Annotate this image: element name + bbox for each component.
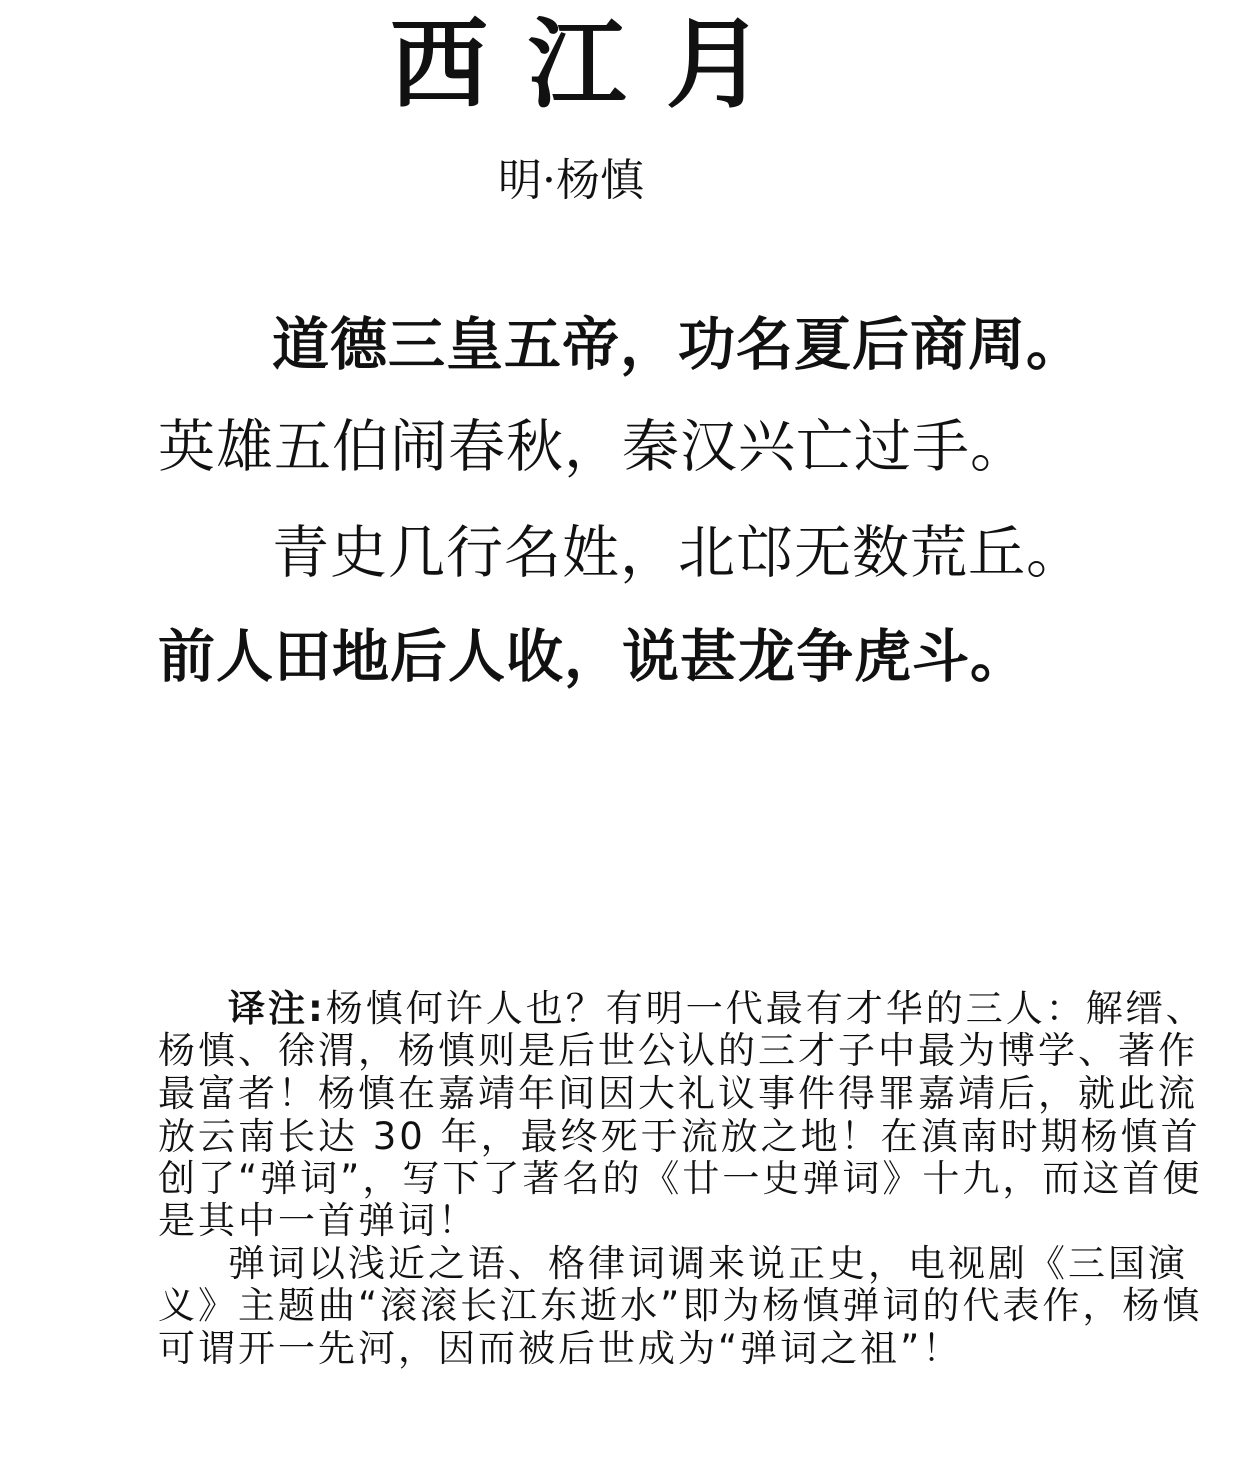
note-line-2: 杨慎、徐渭，杨慎则是后世公认的三才子中最为博学、著作: [158, 1029, 1198, 1072]
poem-line-3: 青史几行名姓，北邙无数荒丘。: [272, 520, 1084, 586]
poem-line-1: 道德三皇五帝，功名夏后商周。: [272, 311, 1084, 378]
poem-author: 明·杨慎: [498, 155, 644, 206]
note-line-3: 最富者！杨慎在嘉靖年间因大礼议事件得罪嘉靖后，就此流: [158, 1072, 1198, 1115]
poem-line-2: 英雄五伯闹春秋，秦汉兴亡过手。: [158, 414, 1028, 480]
note-line-7: 弹词以浅近之语、格律词调来说正史，电视剧《三国演: [228, 1242, 1188, 1285]
note-line-1: [228, 988, 1206, 1031]
poem-title: 西江月: [389, 7, 804, 122]
note-line-8: 义》主题曲“滚滚长江东逝水”即为杨慎弹词的代表作，杨慎: [158, 1284, 1203, 1327]
note-line-9: 可谓开一先河，因而被后世成为“弹词之祖”！: [158, 1327, 963, 1370]
note-label: 译注:: [228, 987, 326, 1030]
note-text: 杨慎何许人也？有明一代最有才华的三人：解缙、: [325, 987, 1206, 1030]
poem-line-4: 前人田地后人收，说甚龙争虎斗。: [158, 623, 1028, 690]
note-line-4: 放云南长达 30 年，最终死于流放之地！在滇南时期杨慎首: [158, 1115, 1201, 1158]
note-line-5: 创了“弹词”，写下了著名的《廿一史弹词》十九，而这首便: [158, 1157, 1203, 1200]
note-line-6: 是其中一首弹词！: [158, 1199, 478, 1242]
